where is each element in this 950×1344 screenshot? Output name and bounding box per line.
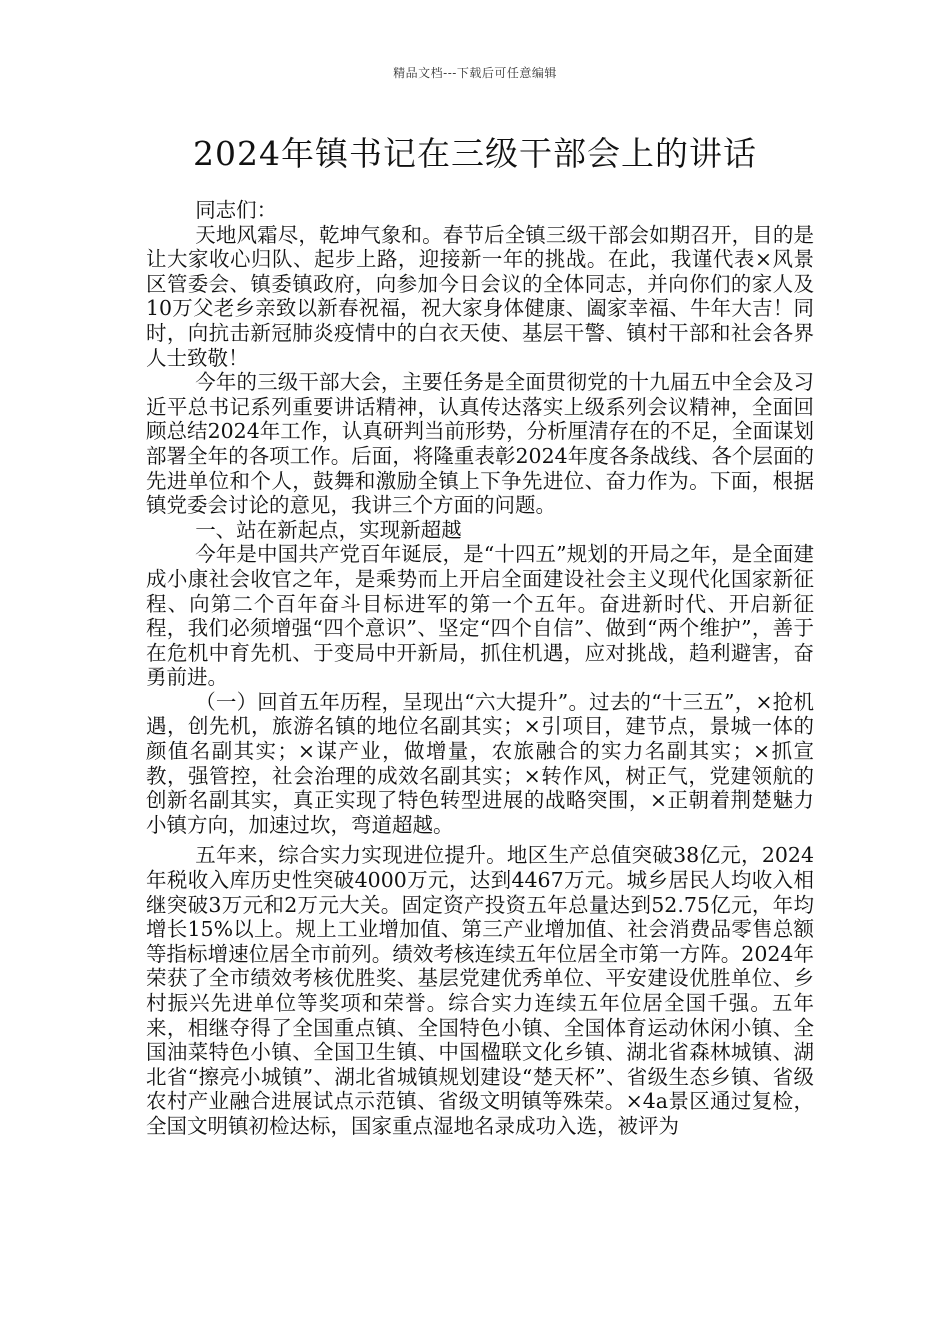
document-body bbox=[146, 198, 814, 1139]
paragraph: 天地风霜尽，乾坤气象和。春节后全镇三级干部会如期召开，目的是让大家收心归队、起步上路，迎接新一年的挑战。在此，我谨代表×风景区管委会、镇委镇政府，向参加今日会议的全体同志，并向你们的家人及10万父老乡亲致以新春祝福，祝大家身体健康、阖家幸福、牛年大吉！同时，向抗击新冠肺炎疫情中的白衣天使、基层干警、镇村干部和社会各界人士致敬！ bbox=[146, 222, 814, 370]
paragraph: 今年的三级干部大会，主要任务是全面贯彻党的十九届五中全会及习近平总书记系列重要讲话精神，认真传达落实上级系列会议精神，全面回顾总结2024年工作，认真研判当前形势，分析厘清存在的不足，全面谋划部署全年的各项工作。后面，将隆重表彰2024年度各条战线、各个层面的先进单位和个人，鼓舞和激励全镇上下争先进位、奋力作为。下面，根据镇党委会讨论的意见，我讲三个方面的问题。 bbox=[146, 370, 814, 518]
header-note: 精品文档---下载后可任意编辑 bbox=[393, 66, 557, 80]
section-heading: 一、站在新起点，实现新超越 bbox=[195, 517, 462, 542]
paragraph: 五年来，综合实力实现进位提升。地区生产总值突破38亿元，2024年税收入库历史性突破4000万元，达到4467万元。城乡居民人均收入相继突破3万元和2万元大关。固定资产投资五年总量达到52.75亿元，年均增长15%以上。规上工业增加值、第三产业增加值、社会消费品零售总额等指标增速位居全市前列。绩效考核连续五年位居全市第一方阵。2024年荣获了全市绩效考核优胜奖、基层党建优秀单位、平安建设优胜单位、乡村振兴先进单位等奖项和荣誉。综合实力连续五年位居全国千强。五年来，相继夺得了全国重点镇、全国特色小镇、全国体育运动休闲小镇、全国油菜特色小镇、全国卫生镇、中国楹联文化乡镇、湖北省森林城镇、湖北省“擦亮小城镇”、湖北省城镇规划建设“楚天杯”、省级生态乡镇、省级农村产业融合进展试点示范镇、省级文明镇等殊荣。×4a景区通过复检，全国文明镇初检达标，国家重点湿地名录成功入选，被评为 bbox=[146, 843, 814, 1138]
paragraph: 今年是中国共产党百年诞辰，是“十四五”规划的开局之年，是全面建成小康社会收官之年，是乘势而上开启全面建设社会主义现代化国家新征程、向第二个百年奋斗目标进军的第一个五年。奋进新时代、开启新征程，我们必须增强“四个意识”、坚定“四个自信”、做到“两个维护”，善于在危机中育先机、于变局中开新局，抓住机遇，应对挑战，趋利避害，奋勇前进。 bbox=[146, 542, 814, 690]
paragraph: （一）回首五年历程，呈现出“六大提升”。过去的“十三五”，×抢机遇，创先机，旅游名镇的地位名副其实；×引项目，建节点，景城一体的颜值名副其实；×谋产业，做增量，农旅融合的实力名副其实；×抓宣教，强管控，社会治理的成效名副其实；×转作风，树正气，党建领航的创新名副其实，真正实现了特色转型进展的战略突围，×正朝着荆楚魅力小镇方向，加速过坎，弯道超越。 bbox=[146, 689, 814, 837]
salutation: 同志们： bbox=[195, 198, 278, 222]
document-title: 2024年镇书记在三级干部会上的讲话 bbox=[193, 134, 757, 173]
